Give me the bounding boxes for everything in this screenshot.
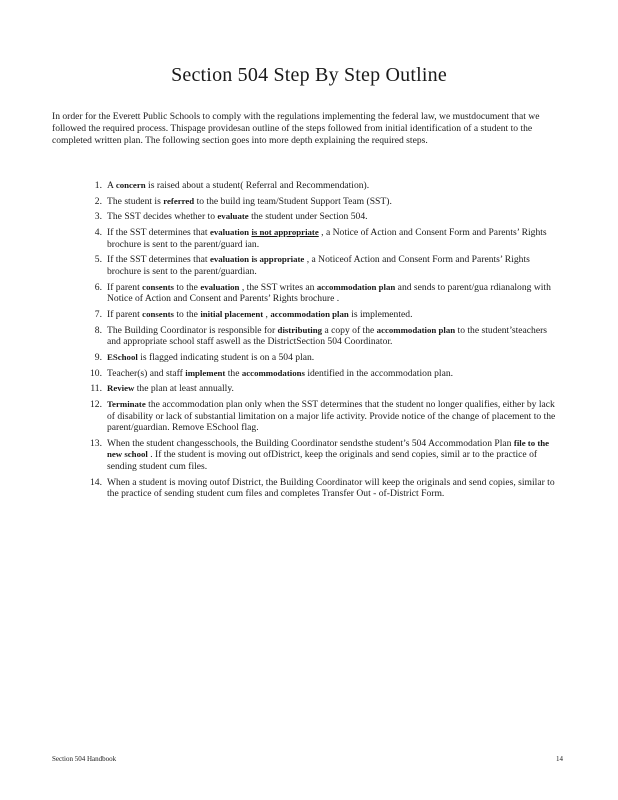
step-keyword: referred	[163, 195, 195, 206]
step-item	[82, 211, 562, 223]
step-number: 9.	[94, 351, 102, 363]
step-keyword: accommodation plan	[316, 281, 396, 292]
step-text: If the SST determines that	[107, 254, 210, 266]
step-text: ,	[263, 308, 271, 320]
step-keyword: distributing	[277, 324, 323, 335]
step-text: the	[225, 367, 242, 379]
step-text: If parent	[107, 308, 143, 320]
step-number: 8.	[94, 324, 102, 336]
step-keyword: initial placement	[200, 308, 264, 319]
step-item	[82, 438, 562, 473]
step-keyword: Terminate	[107, 398, 146, 409]
step-text: the student under Section 504.	[248, 211, 368, 223]
step-number: 13.	[90, 437, 102, 449]
step-number: 3.	[94, 211, 102, 223]
steps-list	[82, 180, 562, 504]
step-text: The SST decides whether to	[107, 211, 218, 223]
step-keyword: evaluation	[209, 254, 250, 265]
step-text: , a Notice of Action and Consent Form and Parents’ Rights brochure is sent to the parent/guard ian.	[107, 227, 547, 250]
step-keyword: evaluate	[217, 211, 249, 222]
step-number: 5.	[94, 254, 102, 266]
step-keyword: is appropriate	[251, 254, 305, 265]
step-text: Teacher(s) and staff	[107, 367, 186, 379]
step-keyword: is not appropriate	[251, 227, 319, 238]
step-number: 12.	[90, 398, 102, 410]
step-text: is raised about a student( Referral and Recommendation).	[145, 180, 370, 191]
step-text: If parent	[107, 281, 143, 293]
step-item	[82, 196, 562, 208]
step-item	[82, 282, 562, 305]
step-item	[82, 477, 562, 500]
step-text: A	[107, 180, 116, 191]
step-item	[82, 309, 562, 321]
step-text: is flagged indicating student is on a 504 plan.	[137, 351, 315, 363]
step-text: The student is	[107, 195, 164, 207]
step-keyword: consents	[142, 281, 174, 292]
step-text: When a student is moving outof District, the Building Coordinator will keep the originals and send copies, similar to the practice of sending student cum files and completes Transfer Out - of-District Form.	[107, 476, 555, 500]
step-item	[82, 383, 562, 395]
step-text: the accommodation plan only when the SST determines that the student no longer qualifies, either by lack of disability or lack of substantial limitation on a major life activity. Provide notice of the change of placement to the parent/guardian. Remove ESchool flag.	[107, 398, 556, 434]
step-text: If the SST determines that	[107, 227, 210, 239]
step-text: , a Noticeof Action and Consent Form and Parents’ Rights brochure is sent to the parent/guardian.	[107, 254, 530, 277]
step-keyword: evaluation	[209, 227, 250, 238]
step-number: 6.	[94, 281, 102, 293]
step-number: 4.	[94, 227, 102, 239]
step-keyword: Review	[107, 383, 135, 394]
step-keyword: consents	[142, 308, 174, 319]
step-keyword: concern	[115, 180, 146, 190]
step-item	[82, 325, 562, 348]
step-keyword: evaluation	[200, 281, 240, 292]
step-number: 7.	[94, 308, 102, 320]
step-text: to the student’steachers and appropriate school staff aswell as the DistrictSection 504 Coordinator.	[107, 324, 548, 348]
step-item	[82, 399, 562, 434]
step-item	[82, 254, 562, 277]
step-keyword: file to the new school	[107, 437, 550, 460]
step-item	[82, 352, 562, 364]
step-number: 11.	[90, 383, 102, 395]
step-keyword: implement	[185, 367, 226, 378]
footer-page-number: 14	[556, 755, 563, 763]
step-keyword: accommodation plan	[376, 324, 456, 335]
footer-handbook-title: Section 504 Handbook	[52, 755, 117, 763]
step-text: When the student changesschools, the Building Coordinator sendsthe student’s 504 Accommodation Plan	[107, 437, 514, 449]
step-item	[82, 180, 562, 192]
step-number: 10.	[90, 367, 102, 379]
step-item	[82, 368, 562, 380]
step-text: , the SST writes an	[239, 281, 317, 293]
step-text: . If the student is moving out ofDistrict, keep the originals and send copies, simil ar to the practice of sending student cum files.	[107, 449, 538, 472]
page-title: Section 504 Step By Step Outline	[171, 64, 447, 86]
step-text: is implemented.	[348, 308, 413, 320]
step-text: to the	[173, 281, 201, 293]
step-item	[82, 227, 562, 250]
intro-paragraph: In order for the Everett Public Schools to comply with the regulations implementing the federal law, we mustdocument that we followed the required process. Thispage providesan outline of the steps followed from initial identification of a student to the completed written plan. The following section goes into more depth explaining the required steps.	[52, 111, 540, 146]
step-text: identified in the accommodation plan.	[304, 367, 454, 379]
step-number: 1.	[94, 180, 102, 191]
step-number: 2.	[94, 195, 102, 207]
step-number: 14.	[90, 476, 102, 488]
step-keyword: accommodation plan	[270, 308, 349, 319]
step-text: to the	[173, 308, 201, 320]
step-text: to the build ing team/Student Support Team (SST).	[194, 195, 392, 207]
step-text: the plan at least annually.	[134, 383, 234, 395]
step-keyword: accommodations	[241, 367, 305, 378]
step-text: The Building Coordinator is responsible for	[107, 324, 278, 336]
step-text: a copy of the	[322, 324, 377, 336]
step-keyword: ESchool	[107, 351, 138, 362]
step-text: and sends to parent/gua rdianalong with Notice of Action and Consent and Parents’ Rights brochure .	[107, 281, 551, 305]
